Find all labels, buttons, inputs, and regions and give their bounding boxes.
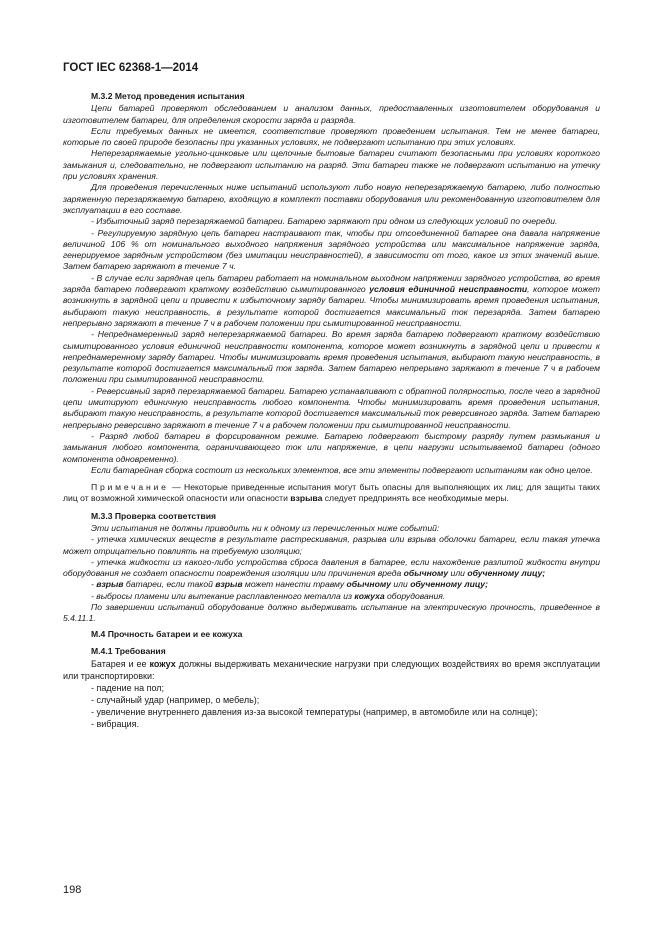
note-label: Примечание [91, 482, 169, 493]
list-item: - Избыточный заряд перезаряжаемой батареи. Батарею заряжают при одном из следующих условий по очереди. [91, 216, 558, 227]
paragraph: Цепи батарей проверяют обследованием и анализом данных, предоставленных изготовителем оборудования и изготовителем батареи, для определения скорости заряда и разряда. [63, 103, 600, 125]
defined-term: кожуха [354, 590, 385, 601]
paragraph [63, 658, 600, 682]
list-item: - падение на пол; [91, 683, 165, 694]
list-item [63, 273, 600, 329]
defined-term: взрыв [215, 579, 243, 590]
text-run: - [91, 579, 97, 590]
defined-term: обычному [403, 568, 449, 579]
defined-term: обычному [346, 579, 391, 590]
text-run: — Некоторые приведенные испытания могут быть опасны для выполняющих их лиц; для защиты таких лиц от возможной химической опасности или опасности [63, 482, 600, 504]
paragraph: Для проведения перечисленных ниже испытаний используют либо новую неперезаряжаемую батарею, либо полностью заряженную перезаряжаемую батарею, входящую в комплект поставки оборудования или рекомендованную изготовителем для эксплуатации в его составе. [63, 182, 600, 215]
section-heading-m33: М.3.3 Проверка соответствия [91, 510, 216, 521]
text-run: может нанести травму [242, 579, 347, 590]
paragraph: По завершении испытаний оборудование должно выдерживать испытание на электрическую прочность, приведенное в 5.4.11.1. [63, 602, 600, 624]
document-body [63, 90, 600, 730]
list-item [63, 557, 600, 580]
defined-term: обученному лицу; [410, 579, 488, 590]
text-run: или [448, 568, 468, 579]
document-header: ГОСТ IEC 62368-1—2014 [63, 62, 199, 74]
defined-term: кожух [149, 659, 176, 670]
defined-term: взрыв [96, 579, 124, 590]
paragraph: Эти испытания не должны приводить ни к одному из перечисленных ниже событий: [91, 522, 440, 533]
list-item [63, 591, 600, 602]
paragraph: Если требуемых данных не имеется, соответствие проверяют проведением испытания. Тем не менее батареи, которые по своей природе безопасны при указанных условиях, не подвергают испытанию при этих условиях. [63, 125, 600, 148]
list-item: - утечка химических веществ в результате растрескивания, разрыва или взрыва оболочки батареи, если такая утечка может отрицательно повлиять на требуемую изоляцию; [63, 534, 600, 556]
text-run: следует предпринять все необходимые меры. [322, 493, 509, 504]
defined-term: взрыва [290, 493, 323, 504]
defined-term: условия единичной неисправности [369, 284, 528, 295]
text-run: батареи, если такой [123, 579, 216, 590]
text-run: должны выдерживать механические нагрузки при следующих воздействиях во время эксплуатации или транспортировки: [63, 659, 601, 682]
text-run: Батарея и ее [91, 659, 150, 670]
list-item [63, 579, 600, 590]
text-run: - утечка жидкости из какого-либо устройства сброса давления в батарее, если нахождение разлитой жидкости внутри оборудования не создает опасности повреждения изоляции или причинения вреда [63, 556, 600, 579]
text-run: , которое может возникнуть в зарядной цепи и привести к избыточному заряду батареи. Чтобы минимизировать время проведения испытания, выбирают такую неисправность, в результате которой достигается максимальный ток перезаряда. Затем батарею непрерывно заряжают в течение 7 ч в рабочем положении при сымитированной неисправности. [63, 284, 600, 328]
list-item: - Реверсивный заряд перезаряжаемой батареи. Батарею устанавливают с обратной полярностью, после чего в зарядной цепи имитируют единичную неисправность любого компонента. Чтобы минимизировать время проведения испытания, выбирают такую неисправность, в результате которой достигается максимальный ток реверсивного заряда. Затем батарею непрерывно реверсивно заряжают в течение 7 ч в рабочем положении при сымитированной неисправности. [63, 385, 600, 430]
section-heading-m32: М.3.2 Метод проведения испытания [91, 91, 245, 101]
list-item: - Разряд любой батареи в форсированном режиме. Батарею подвергают быстрому разряду путем размыкания и замыкания любого компонента, ограничивающего ток или напряжение, в цепи нагрузки испытываемой батареи (одного компонента одновременно). [63, 430, 600, 464]
text-run: или [391, 579, 411, 590]
page-number: 198 [63, 884, 82, 896]
section-heading-m4: М.4 Прочность батареи и ее кожуха [91, 628, 243, 639]
text-run: - В случае если зарядная цепь батареи работает на номинальном выходном напряжении зарядного устройства, во время заряда батарею подвергают краткому воздействию сымитированного [63, 272, 600, 295]
section-heading-m41: М.4.1 Требования [91, 645, 166, 656]
defined-term: обученному лицу; [467, 568, 546, 579]
list-item: - случайный удар (например, о мебель); [91, 695, 260, 706]
list-item: - увеличение внутреннего давления из-за высокой температуры (например, в автомобиле или на солнце); [91, 707, 538, 718]
text-run: - выбросы пламени или вытекание расплавленного металла из [91, 590, 355, 601]
paragraph: Неперезаряжаемые угольно-цинковые или щелочные бытовые батареи считают безопасными при условиях короткого замыкания и, следовательно, не подвергают испытанию на разряд. Эти батареи также не подвергают испытанию на утечку при условиях хранения. [63, 148, 600, 182]
text-run: оборудования. [384, 590, 446, 601]
paragraph: Если батарейная сборка состоит из нескольких элементов, все эти элементы подвергают испытаниям как одно целое. [91, 464, 593, 475]
list-item: - Непреднамеренный заряд неперезаряжаемой батареи. Во время заряда батарею подвергают краткому воздействию сымитированного условия единичной неисправности компонента, которое может возникнуть в зарядной цепи и привести к непреднамеренному заряду батареи. Чтобы минимизировать время проведения испытания, выбирают такую неисправность, в результате которой достигается максимальный ток заряда. Затем батарею непрерывно заряжают в течение 7 ч в рабочем положении при сымитированной неисправности. [63, 329, 600, 385]
list-item: - вибрация. [91, 719, 140, 730]
note [63, 482, 600, 505]
list-item: - Регулируемую зарядную цепь батареи настраивают так, чтобы при отсоединенной батарее она давала напряжение величиной 106 % от номинального выходного напряжения зарядного устройства или максимальное напряжение заряда, генерируемое зарядным устройством (без имитации неисправностей), в зависимости от того, какое из этих значений выше. Затем батарею заряжают в течение 7 ч. [63, 227, 600, 272]
